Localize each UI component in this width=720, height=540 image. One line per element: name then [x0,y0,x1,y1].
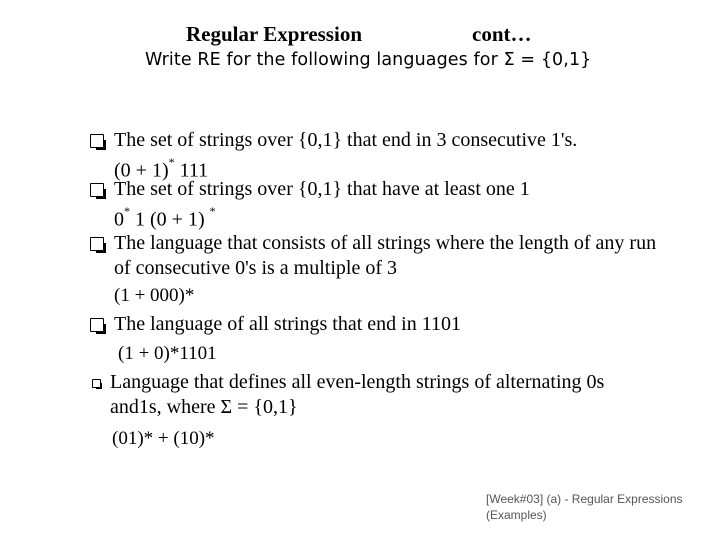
question-text: The language of all strings that end in 1101 [114,313,461,335]
question-text-line2: and1s, where Σ = {0,1} [110,396,298,418]
checkbox-bullet-icon [90,318,104,332]
answer-text: (1 + 000)* [114,285,195,306]
slide-footer [486,491,683,523]
answer-part: (0 + 1) [114,159,169,182]
kleene-star: * [124,204,130,218]
answer-part: 111 [174,159,209,182]
slide-title-cont: cont… [472,22,532,46]
slide-subtitle: Write RE for the following languages for Σ = {0,1} [145,50,592,70]
checkbox-bullet-icon [90,237,104,251]
question-text-line2: of consecutive 0's is a multiple of 3 [114,257,397,279]
checkbox-bullet-icon [92,379,101,388]
footer-line1: [Week#03] (a) - Regular Expressions [486,492,683,506]
question-text-line1: Language that defines all even-length strings of alternating 0s [110,371,605,393]
question-text-line1: The language that consists of all strings where the length of any run [114,232,657,254]
kleene-star: * [168,155,175,169]
question-text: The set of strings over {0,1} that have at least one 1 [114,178,530,200]
question-text: The set of strings over {0,1} that end in 3 consecutive 1's. [114,129,578,151]
kleene-star: * [209,204,216,218]
slide-title: Regular Expression [186,22,362,46]
title-row [0,22,720,48]
answer-part: 1 (0 + 1) [130,208,210,231]
answer-text: (1 + 0)*1101 [118,343,217,364]
footer-line2: (Examples) [486,508,547,522]
answer-text: (01)* + (10)* [112,428,215,449]
checkbox-bullet-icon [90,134,104,148]
answer-text [114,202,216,233]
checkbox-bullet-icon [90,183,104,197]
answer-part: 0 [114,208,124,231]
